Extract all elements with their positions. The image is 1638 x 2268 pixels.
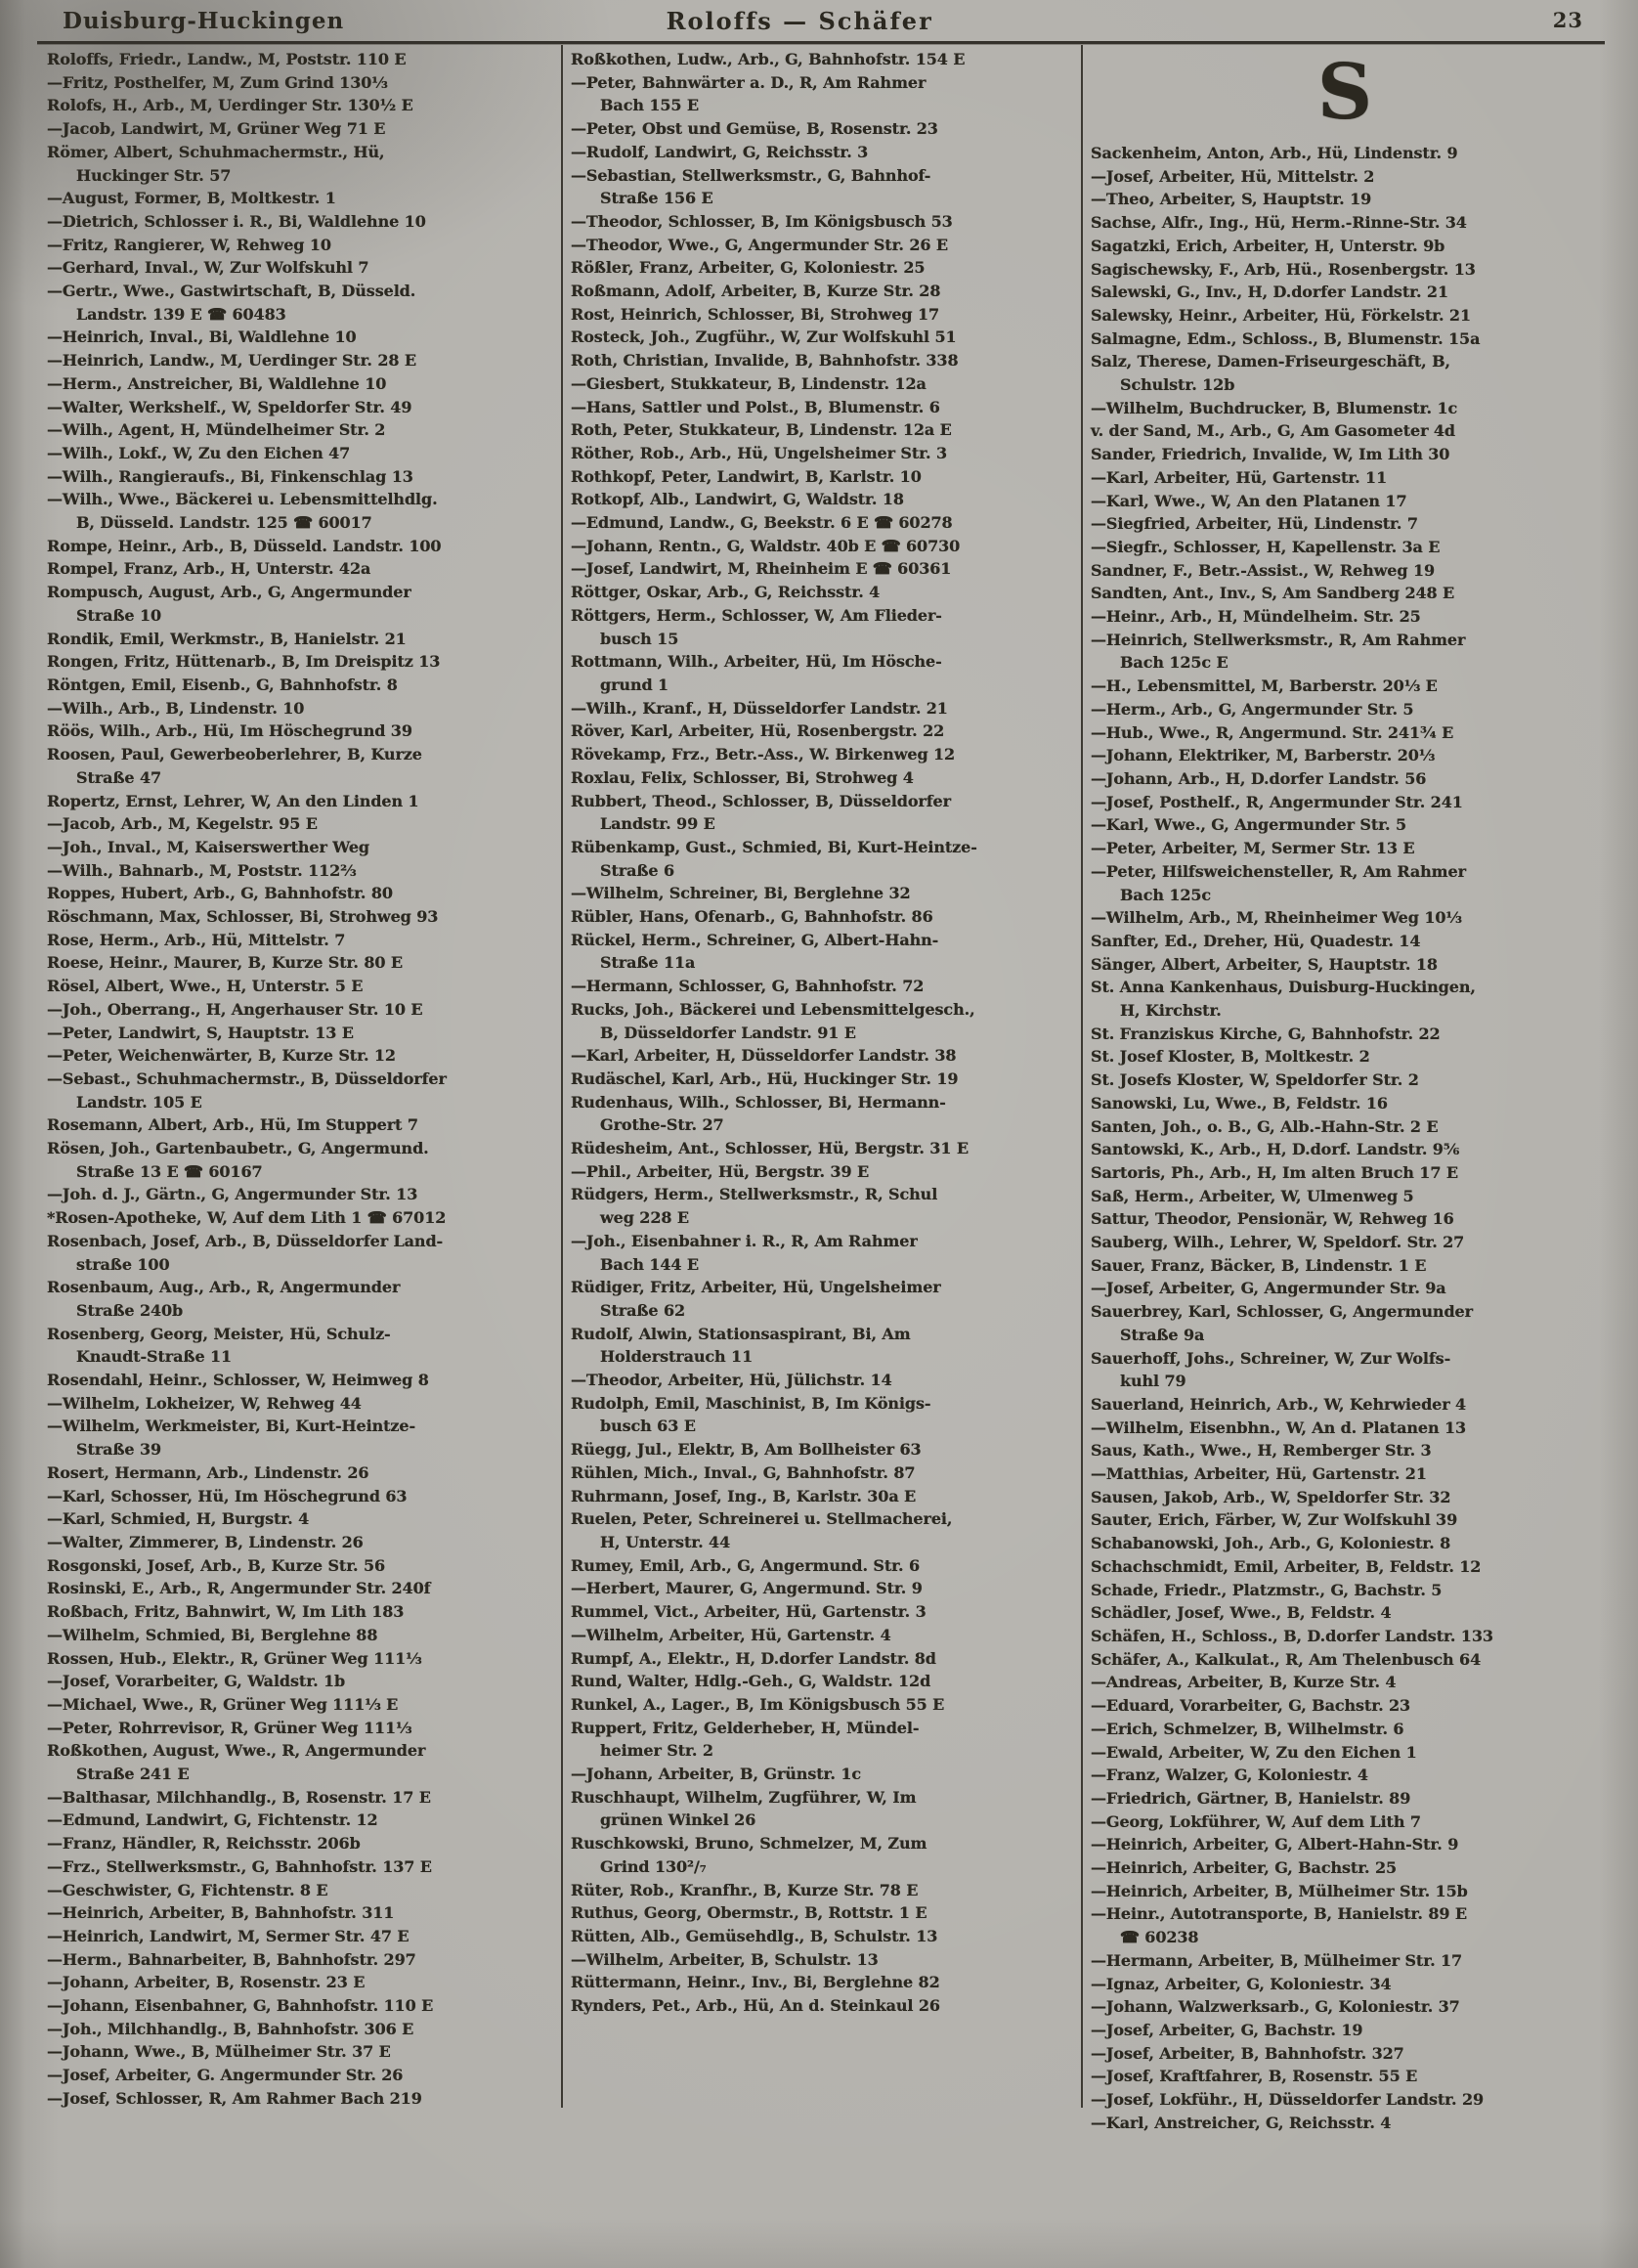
directory-line: —Theodor, Schlosser, B, Im Königsbusch 53 (571, 211, 953, 231)
directory-line: Straße 10 (76, 605, 162, 625)
directory-line: Sausen, Jakob, Arb., W, Speldorfer Str. 32 (1091, 1487, 1451, 1506)
directory-line: Sanfter, Ed., Dreher, Hü, Quadestr. 14 (1091, 931, 1421, 950)
directory-line: —Josef, Landwirt, M, Rheinheim E ☎ 60361 (571, 559, 952, 579)
directory-line: Sandten, Ant., Inv., S, Am Sandberg 248 E (1091, 584, 1455, 603)
directory-line: —Matthias, Arbeiter, Hü, Gartenstr. 21 (1091, 1464, 1427, 1484)
directory-line: —Eduard, Vorarbeiter, G, Bachstr. 23 (1091, 1696, 1411, 1716)
directory-line: Salz, Therese, Damen-Friseurgeschäft, B, (1091, 352, 1450, 371)
directory-line: Rudolf, Alwin, Stationsaspirant, Bi, Am (571, 1324, 911, 1343)
directory-line: —Wilhelm, Lokheizer, W, Rehweg 44 (47, 1393, 362, 1413)
directory-line: —Johann, Eisenbahner, G, Bahnhofstr. 110 E (47, 1996, 434, 2016)
directory-line: —Josef, Schlosser, R, Am Rahmer Bach 219 (47, 2088, 422, 2108)
directory-line: Rudenhaus, Wilh., Schlosser, Bi, Hermann- (571, 1092, 946, 1112)
directory-line: Rongen, Fritz, Hüttenarb., B, Im Dreispitz 13 (47, 652, 441, 672)
directory-line: —Peter, Weichenwärter, B, Kurze Str. 12 (47, 1046, 396, 1066)
directory-line: busch 15 (600, 629, 679, 648)
directory-line: Grind 130²/₇ (600, 1856, 707, 1876)
directory-line: Sachse, Alfr., Ing., Hü, Herm.-Rinne-Str. 34 (1091, 213, 1467, 233)
directory-line: —Fritz, Rangierer, W, Rehweg 10 (47, 235, 331, 254)
directory-line: —Jacob, Arb., M, Kegelstr. 95 E (47, 814, 318, 834)
directory-line: —Joh., Milchhandlg., B, Bahnhofstr. 306 E (47, 2019, 414, 2038)
directory-line: —Wilh., Agent, H, Mündelheimer Str. 2 (47, 420, 386, 440)
directory-line: —Josef, Lokführ., H, Düsseldorfer Landstr. 29 (1091, 2090, 1485, 2110)
directory-line: —Joh. d. J., Gärtn., G, Angermunder Str. 13 (47, 1185, 418, 1204)
directory-line: Bach 125c E (1120, 653, 1228, 673)
directory-line: St. Anna Kankenhaus, Duisburg-Huckingen, (1091, 978, 1476, 997)
directory-line: —Johann, Elektriker, M, Barberstr. 20⅓ (1091, 746, 1436, 765)
directory-line: Rosendahl, Heinr., Schlosser, W, Heimweg 8 (47, 1371, 429, 1390)
directory-line: —Theo, Arbeiter, S, Hauptstr. 19 (1091, 190, 1372, 209)
directory-line: Rothkopf, Peter, Landwirt, B, Karlstr. 10 (571, 466, 922, 486)
column-3-lines (1091, 142, 1599, 2134)
directory-line: Rosteck, Joh., Zugführ., W, Zur Wolfskuhl 51 (571, 327, 957, 347)
column-1 (39, 45, 561, 2111)
directory-line: Rüdgers, Herm., Stellwerksmstr., R, Schul (571, 1185, 938, 1204)
directory-line: Bach 155 E (600, 96, 700, 115)
directory-line: —Wilh., Kranf., H, Düsseldorfer Landstr. 21 (571, 698, 948, 718)
directory-line: —Franz, Walzer, G, Koloniestr. 4 (1091, 1766, 1368, 1785)
directory-line: —Heinrich, Arbeiter, G, Bachstr. 25 (1091, 1858, 1398, 1878)
directory-line: Landstr. 105 E (76, 1092, 202, 1112)
directory-line: Schabanowski, Joh., Arb., G, Koloniestr. 8 (1091, 1534, 1451, 1553)
directory-line: Ropertz, Ernst, Lehrer, W, An den Linden 1 (47, 791, 419, 810)
directory-line: —Fritz, Posthelfer, M, Zum Grind 130⅓ (47, 72, 388, 92)
directory-line: —Johann, Rentn., G, Waldstr. 40b E ☎ 60730 (571, 536, 961, 555)
directory-line: —Karl, Anstreicher, G, Reichsstr. 4 (1091, 2113, 1392, 2132)
directory-line: Grothe-Str. 27 (600, 1115, 724, 1135)
directory-line: Straße 47 (76, 767, 162, 787)
directory-line: Rüdiger, Fritz, Arbeiter, Hü, Ungelsheimer (571, 1278, 941, 1297)
directory-line: —Franz, Händler, R, Reichsstr. 206b (47, 1834, 361, 1854)
directory-line: Sauberg, Wilh., Lehrer, W, Speldorf. Str. 27 (1091, 1233, 1465, 1252)
directory-line: —Hermann, Arbeiter, B, Mülheimer Str. 17 (1091, 1950, 1463, 1970)
directory-line: —Edmund, Landw., G, Beekstr. 6 E ☎ 60278 (571, 513, 953, 533)
directory-line: Schäfer, A., Kalkulat., R, Am Thelenbusch 64 (1091, 1649, 1482, 1669)
directory-line: Ruhrmann, Josef, Ing., B, Karlstr. 30a E (571, 1486, 917, 1505)
directory-line: —Walter, Zimmerer, B, Lindenstr. 26 (47, 1533, 364, 1551)
directory-line: —Johann, Arbeiter, B, Grünstr. 1c (571, 1765, 862, 1784)
directory-line: Roßmann, Adolf, Arbeiter, B, Kurze Str. 28 (571, 282, 941, 301)
directory-line: Roxlau, Felix, Schlosser, Bi, Strohweg 4 (571, 767, 914, 787)
directory-line: Rösel, Albert, Wwe., H, Unterstr. 5 E (47, 977, 364, 996)
directory-line: Rosgonski, Josef, Arb., B, Kurze Str. 56 (47, 1555, 386, 1575)
directory-line: Rumpf, A., Elektr., H, D.dorfer Landstr. 8d (571, 1648, 936, 1668)
directory-line: Sauter, Erich, Färber, W, Zur Wolfskuhl 39 (1091, 1510, 1458, 1530)
directory-line: —Georg, Lokführer, W, Auf dem Lith 7 (1091, 1811, 1421, 1831)
directory-line: Salewski, G., Inv., H, D.dorfer Landstr. 21 (1091, 283, 1448, 302)
directory-line: —Rudolf, Landwirt, G, Reichsstr. 3 (571, 142, 869, 161)
page-number: 23 (1552, 8, 1583, 32)
directory-line: Straße 241 E (76, 1765, 190, 1784)
directory-line: —Balthasar, Milchhandlg., B, Rosenstr. 17 E (47, 1787, 431, 1807)
directory-line: Schade, Friedr., Platzmstr., G, Bachstr. 5 (1091, 1580, 1443, 1599)
directory-line: Röver, Karl, Arbeiter, Hü, Rosenbergstr. 22 (571, 721, 945, 741)
directory-line: Landstr. 99 E (600, 814, 715, 834)
directory-line: —Josef, Arbeiter, G. Angermunder Str. 26 (47, 2066, 404, 2085)
directory-line: B, Düsseldorfer Landstr. 91 E (600, 1023, 856, 1042)
directory-line: —Karl, Arbeiter, H, Düsseldorfer Landstr. 38 (571, 1046, 957, 1066)
directory-line: —Josef, Arbeiter, Hü, Mittelstr. 2 (1091, 166, 1375, 186)
directory-line: Sattur, Theodor, Pensionär, W, Rehweg 16 (1091, 1209, 1454, 1229)
directory-line: —Peter, Landwirt, S, Hauptstr. 13 E (47, 1023, 354, 1042)
directory-line: Sackenheim, Anton, Arb., Hü, Lindenstr. 9 (1091, 144, 1458, 162)
directory-line: —Sebast., Schuhmachermstr., B, Düsseldorfer (47, 1069, 447, 1088)
directory-line: —Johann, Arb., H, D.dorfer Landstr. 56 (1091, 768, 1427, 788)
directory-line: —Peter, Obst und Gemüse, B, Rosenstr. 23 (571, 119, 938, 139)
directory-line: —Karl, Arbeiter, Hü, Gartenstr. 11 (1091, 467, 1388, 487)
directory-line: —Peter, Hilfsweichensteller, R, Am Rahmer (1091, 861, 1466, 881)
directory-line: —Erich, Schmelzer, B, Wilhelmstr. 6 (1091, 1719, 1404, 1738)
directory-line: —Josef, Kraftfahrer, B, Rosenstr. 55 E (1091, 2067, 1418, 2086)
directory-line: Bach 144 E (600, 1254, 700, 1274)
directory-line: —Peter, Bahnwärter a. D., R, Am Rahmer (571, 72, 927, 92)
directory-line: —August, Former, B, Moltkestr. 1 (47, 189, 336, 208)
directory-line: Straße 39 (76, 1440, 162, 1460)
directory-line: —Dietrich, Schlosser i. R., Bi, Waldlehne 10 (47, 211, 426, 231)
directory-line: Rost, Heinrich, Schlosser, Bi, Strohweg 17 (571, 304, 940, 324)
directory-line: Holderstrauch 11 (600, 1347, 754, 1367)
directory-line: Straße 11a (600, 953, 696, 973)
page-header (39, 6, 1603, 39)
directory-line: Rütten, Alb., Gemüsehdlg., B, Schulstr. 13 (571, 1926, 938, 1945)
directory-line: —Wilhelm, Schreiner, Bi, Berglehne 32 (571, 884, 911, 903)
directory-line: Landstr. 139 E ☎ 60483 (76, 304, 286, 324)
directory-line: Rynders, Pet., Arb., Hü, An d. Steinkaul 26 (571, 1996, 940, 2016)
directory-line: Runkel, A., Lager., B, Im Königsbusch 55 E (571, 1694, 945, 1714)
directory-line: grund 1 (600, 675, 669, 694)
directory-line: Santen, Joh., o. B., G, Alb.-Hahn-Str. 2 E (1091, 1116, 1439, 1136)
directory-line: Sagatzki, Erich, Arbeiter, H, Unterstr. 9b (1091, 236, 1445, 255)
directory-line: —Edmund, Landwirt, G, Fichtenstr. 12 (47, 1810, 378, 1830)
directory-line: Rühlen, Mich., Inval., G, Bahnhofstr. 87 (571, 1462, 916, 1482)
directory-line: Rossen, Hub., Elektr., R, Grüner Weg 111⅓ (47, 1648, 422, 1668)
directory-line: —Hermann, Schlosser, G, Bahnhofstr. 72 (571, 977, 925, 996)
directory-line: —Walter, Werkshelf., W, Speldorfer Str. 49 (47, 397, 412, 416)
directory-line: —Frz., Stellwerksmstr., G, Bahnhofstr. 137 E (47, 1856, 432, 1876)
directory-line: Rompe, Heinr., Arb., B, Düsseld. Landstr. 100 (47, 536, 442, 555)
directory-line: —Karl, Schmied, H, Burgstr. 4 (47, 1509, 310, 1529)
directory-line: —Wilh., Arb., B, Lindenstr. 10 (47, 698, 305, 718)
directory-line: —Theodor, Wwe., G, Angermunder Str. 26 E (571, 235, 949, 254)
directory-line: —Herbert, Maurer, G, Angermund. Str. 9 (571, 1579, 923, 1598)
directory-line: Rübler, Hans, Ofenarb., G, Bahnhofstr. 86 (571, 907, 933, 927)
directory-line: —Johann, Walzwerksarb., G, Koloniestr. 37 (1091, 1997, 1460, 2017)
directory-line: Straße 6 (600, 860, 674, 880)
directory-line: Rückel, Herm., Schreiner, G, Albert-Hahn- (571, 930, 939, 949)
directory-line: Rüter, Rob., Kranfhr., B, Kurze Str. 78 E (571, 1880, 919, 1899)
directory-line: Roth, Christian, Invalide, B, Bahnhofstr. 338 (571, 351, 959, 371)
directory-line: —Wilh., Bahnarb., M, Poststr. 112⅔ (47, 860, 357, 880)
directory-line: —Wilhelm, Schmied, Bi, Berglehne 88 (47, 1625, 378, 1644)
directory-line: Rübenkamp, Gust., Schmied, Bi, Kurt-Heintze- (571, 837, 977, 856)
directory-line: Knaudt-Straße 11 (76, 1347, 233, 1367)
directory-line: Roth, Peter, Stukkateur, B, Lindenstr. 12a E (571, 420, 952, 440)
directory-line: —Siegfr., Schlosser, H, Kapellenstr. 3a E (1091, 537, 1441, 556)
directory-line: weg 228 E (600, 1208, 689, 1228)
directory-line: —Josef, Arbeiter, B, Bahnhofstr. 327 (1091, 2043, 1404, 2063)
directory-line: Rompel, Franz, Arb., H, Unterstr. 42a (47, 559, 371, 579)
directory-line: —Jacob, Landwirt, M, Grüner Weg 71 E (47, 119, 386, 139)
directory-line: Salewsky, Heinr., Arbeiter, Hü, Förkelstr. 21 (1091, 305, 1471, 325)
directory-line: Rosemann, Albert, Arb., Hü, Im Stuppert 7 (47, 1115, 418, 1135)
directory-line: H, Unterstr. 44 (600, 1533, 731, 1551)
column-3 (1083, 45, 1605, 2137)
directory-line: Rüdesheim, Ant., Schlosser, Hü, Bergstr. 31 E (571, 1139, 969, 1158)
directory-line: —Heinrich, Landwirt, M, Sermer Str. 47 E (47, 1926, 410, 1945)
directory-line: Röntgen, Emil, Eisenb., G, Bahnhofstr. 8 (47, 675, 398, 694)
directory-line: —Herm., Bahnarbeiter, B, Bahnhofstr. 297 (47, 1949, 416, 1969)
directory-line: H, Kirchstr. (1120, 1001, 1222, 1021)
directory-line: Rosenbach, Josef, Arb., B, Düsseldorfer Land- (47, 1231, 444, 1250)
directory-line: Sauer, Franz, Bäcker, B, Lindenstr. 1 E (1091, 1255, 1427, 1275)
directory-line: —Karl, Wwe., W, An den Platanen 17 (1091, 491, 1407, 510)
directory-line: —Joh., Eisenbahner i. R., R, Am Rahmer (571, 1231, 918, 1250)
directory-line: Ruschhaupt, Wilhelm, Zugführer, W, Im (571, 1787, 917, 1807)
directory-line: Rubbert, Theod., Schlosser, B, Düsseldorfer (571, 791, 951, 810)
directory-line: —Ignaz, Arbeiter, G, Koloniestr. 34 (1091, 1974, 1392, 1993)
columns-container (39, 45, 1605, 2268)
directory-line: Sänger, Albert, Arbeiter, S, Hauptstr. 18 (1091, 954, 1438, 974)
directory-line: Rosinski, E., Arb., R, Angermunder Str. 240f (47, 1579, 431, 1598)
directory-line: —Heinrich, Arbeiter, B, Mülheimer Str. 15b (1091, 1881, 1468, 1900)
directory-line: Rompusch, August, Arb., G, Angermunder (47, 583, 411, 602)
directory-line: Röttger, Oskar, Arb., G, Reichsstr. 4 (571, 583, 881, 602)
directory-line: Sagischewsky, F., Arb, Hü., Rosenbergstr. 13 (1091, 259, 1476, 279)
directory-line: —Karl, Schosser, Hü, Im Höschegrund 63 (47, 1486, 408, 1505)
directory-line: —Sebastian, Stellwerksmstr., G, Bahnhof- (571, 165, 931, 185)
directory-line: —Giesbert, Stukkateur, B, Lindenstr. 12a (571, 373, 927, 393)
directory-line: —Wilh., Wwe., Bäckerei u. Lebensmittelhdlg. (47, 490, 438, 509)
directory-line: —Wilhelm, Buchdrucker, B, Blumenstr. 1c (1091, 398, 1458, 417)
directory-line: Roßkothen, Ludw., Arb., G, Bahnhofstr. 154 E (571, 50, 966, 68)
directory-line: Rosert, Hermann, Arb., Lindenstr. 26 (47, 1462, 369, 1482)
header-rule (37, 41, 1605, 44)
directory-line: Roßbach, Fritz, Bahnwirt, W, Im Lith 183 (47, 1602, 405, 1622)
directory-line: Römer, Albert, Schuhmachermstr., Hü, (47, 142, 385, 161)
directory-line: —Josef, Arbeiter, G, Bachstr. 19 (1091, 2020, 1363, 2039)
directory-line: Straße 62 (600, 1300, 686, 1320)
directory-line: —Wilhelm, Eisenbhn., W, An d. Platanen 13 (1091, 1418, 1467, 1437)
header-district-title: Duisburg-Huckingen (63, 8, 345, 34)
directory-line: B, Düsseld. Landstr. 125 ☎ 60017 (76, 513, 372, 533)
directory-line: Bach 125c (1120, 885, 1212, 904)
directory-line: Straße 156 E (600, 189, 713, 208)
directory-line: —Gerhard, Inval., W, Zur Wolfskuhl 7 (47, 258, 369, 278)
directory-line: Schäfen, H., Schloss., B, D.dorfer Landstr. 133 (1091, 1627, 1493, 1645)
directory-line: —Heinrich, Arbeiter, G, Albert-Hahn-Str. 9 (1091, 1835, 1459, 1854)
column-2 (561, 45, 1083, 2108)
directory-line: —Josef, Vorarbeiter, G, Waldstr. 1b (47, 1672, 346, 1691)
directory-line: Roßkothen, August, Wwe., R, Angermunder (47, 1741, 426, 1761)
directory-line: kuhl 79 (1120, 1372, 1186, 1391)
directory-line: —Gertr., Wwe., Gastwirtschaft, B, Düsseld. (47, 282, 416, 301)
directory-line: —Herm., Anstreicher, Bi, Waldlehne 10 (47, 373, 387, 393)
directory-line: Rottmann, Wilh., Arbeiter, Hü, Im Hösche- (571, 652, 942, 672)
directory-line: ☎ 60238 (1120, 1928, 1199, 1947)
directory-line: Straße 9a (1120, 1325, 1205, 1344)
directory-line: Ruelen, Peter, Schreinerei u. Stellmacherei, (571, 1509, 953, 1529)
directory-line: Röttgers, Herm., Schlosser, W, Am Flieder- (571, 605, 942, 625)
directory-line: Schädler, Josef, Wwe., B, Feldstr. 4 (1091, 1603, 1392, 1623)
directory-line: Ruschkowski, Bruno, Schmelzer, M, Zum (571, 1834, 927, 1854)
directory-line: Röschmann, Max, Schlosser, Bi, Strohweg 93 (47, 907, 439, 927)
directory-line: Rüegg, Jul., Elektr, B, Am Bollheister 63 (571, 1440, 922, 1460)
directory-line: —Heinr., Autotransporte, B, Hanielstr. 89 E (1091, 1904, 1467, 1924)
directory-line: —Josef, Arbeiter, G, Angermunder Str. 9a (1091, 1279, 1446, 1298)
directory-line: Salmagne, Edm., Schloss., B, Blumenstr. 15a (1091, 328, 1481, 348)
directory-line: —Heinrich, Landw., M, Uerdinger Str. 28 E (47, 351, 417, 371)
directory-line: Rund, Walter, Hdlg.-Geh., G, Waldstr. 12d (571, 1672, 931, 1691)
directory-line: Huckinger Str. 57 (76, 165, 232, 185)
section-initial-letter: S (1316, 48, 1373, 137)
directory-line: —Herm., Arb., G, Angermunder Str. 5 (1091, 699, 1414, 719)
directory-line: Rüttermann, Heinr., Inv., Bi, Berglehne 82 (571, 1973, 940, 1992)
directory-line: —Johann, Arbeiter, B, Rosenstr. 23 E (47, 1973, 366, 1992)
directory-line: Saß, Herm., Arbeiter, W, Ulmenweg 5 (1091, 1186, 1414, 1205)
directory-line: —Wilhelm, Arbeiter, B, Schulstr. 13 (571, 1949, 879, 1969)
directory-line: —Heinr., Arb., H, Mündelheim. Str. 25 (1091, 607, 1421, 627)
directory-line: Rövekamp, Frz., Betr.-Ass., W. Birkenweg 12 (571, 745, 956, 764)
directory-line: —Friedrich, Gärtner, B, Hanielstr. 89 (1091, 1788, 1411, 1808)
directory-line: Schachschmidt, Emil, Arbeiter, B, Feldstr. 12 (1091, 1556, 1482, 1576)
directory-line: Sartoris, Ph., Arb., H, Im alten Bruch 17 E (1091, 1162, 1458, 1182)
directory-line: Straße 13 E ☎ 60167 (76, 1161, 263, 1181)
directory-line: —Karl, Wwe., G, Angermunder Str. 5 (1091, 815, 1406, 835)
directory-line: —Peter, Rohrrevisor, R, Grüner Weg 111⅓ (47, 1718, 412, 1737)
directory-line: —Wilhelm, Arbeiter, Hü, Gartenstr. 4 (571, 1625, 891, 1644)
directory-line: heimer Str. 2 (600, 1741, 713, 1761)
directory-line: St. Franziskus Kirche, G, Bahnhofstr. 22 (1091, 1024, 1441, 1043)
directory-line: St. Josef Kloster, B, Moltkestr. 2 (1091, 1047, 1370, 1067)
directory-line: —Wilhelm, Arb., M, Rheinheimer Weg 10⅓ (1091, 908, 1462, 928)
header-name-range: Roloffs — Schäfer (666, 7, 933, 35)
directory-line: Sanowski, Lu, Wwe., B, Feldstr. 16 (1091, 1093, 1388, 1112)
directory-line: Rummel, Vict., Arbeiter, Hü, Gartenstr. 3 (571, 1602, 927, 1622)
directory-line: *Rosen-Apotheke, W, Auf dem Lith 1 ☎ 67012 (47, 1208, 447, 1228)
directory-line: Sauerland, Heinrich, Arb., W, Kehrwieder 4 (1091, 1394, 1467, 1414)
directory-line: —Theodor, Arbeiter, Hü, Jülichstr. 14 (571, 1371, 892, 1390)
directory-line: St. Josefs Kloster, W, Speldorfer Str. 2 (1091, 1070, 1419, 1090)
directory-line: Ruthus, Georg, Obermstr., B, Rottstr. 1 E (571, 1903, 927, 1923)
directory-line: v. der Sand, M., Arb., G, Am Gasometer 4d (1091, 421, 1456, 441)
directory-line: —Hans, Sattler und Polst., B, Blumenstr. 6 (571, 397, 940, 416)
directory-line: —Joh., Oberrang., H, Angerhauser Str. 10 E (47, 999, 423, 1019)
directory-line: Rucks, Joh., Bäckerei und Lebensmittelgesch., (571, 999, 975, 1019)
directory-line: —Heinrich, Inval., Bi, Waldlehne 10 (47, 327, 357, 347)
directory-line: Rotkopf, Alb., Landwirt, G, Waldstr. 18 (571, 490, 904, 509)
directory-line: Röther, Rob., Arb., Hü, Ungelsheimer Str. 3 (571, 443, 947, 462)
directory-line: —Joh., Inval., M, Kaiserswerther Weg (47, 837, 370, 856)
directory-line: Roloffs, Friedr., Landw., M, Poststr. 110 E (47, 50, 407, 68)
directory-line: Sauerhoff, Johs., Schreiner, W, Zur Wolfs- (1091, 1348, 1451, 1368)
directory-line: —Wilh., Rangieraufs., Bi, Finkenschlag 13 (47, 466, 413, 486)
directory-line: —Geschwister, G, Fichtenstr. 8 E (47, 1880, 328, 1899)
directory-line: —Johann, Wwe., B, Mülheimer Str. 37 E (47, 2042, 391, 2062)
directory-line: Sandner, F., Betr.-Assist., W, Rehweg 19 (1091, 560, 1436, 580)
directory-line: grünen Winkel 26 (600, 1810, 756, 1830)
directory-line: Schulstr. 12b (1120, 375, 1235, 395)
directory-line: Sauerbrey, Karl, Schlosser, G, Angermunder (1091, 1302, 1473, 1322)
directory-line: —Andreas, Arbeiter, B, Kurze Str. 4 (1091, 1673, 1397, 1692)
directory-line: straße 100 (76, 1254, 170, 1274)
directory-line: Santowski, K., Arb., H, D.dorf. Landstr. 9⅚ (1091, 1140, 1460, 1159)
directory-line: Rose, Herm., Arb., Hü, Mittelstr. 7 (47, 930, 346, 949)
directory-line: Rudäschel, Karl, Arb., Hü, Huckinger Str. 19 (571, 1069, 959, 1088)
directory-line: busch 63 E (600, 1417, 696, 1436)
directory-line: Saus, Kath., Wwe., H, Remberger Str. 3 (1091, 1441, 1432, 1461)
directory-line: —Josef, Posthelf., R, Angermunder Str. 241 (1091, 792, 1463, 811)
directory-line: Straße 240b (76, 1300, 184, 1320)
directory-line: —Wilhelm, Werkmeister, Bi, Kurt-Heintze- (47, 1417, 416, 1436)
directory-line: Roosen, Paul, Gewerbeoberlehrer, B, Kurze (47, 745, 422, 764)
directory-line: Rosenbaum, Aug., Arb., R, Angermunder (47, 1278, 401, 1297)
directory-line: —Peter, Arbeiter, M, Sermer Str. 13 E (1091, 839, 1415, 858)
directory-line: —Hub., Wwe., R, Angermund. Str. 241¾ E (1091, 722, 1454, 742)
directory-line: Rolofs, H., Arb., M, Uerdinger Str. 130½ E (47, 96, 413, 115)
directory-line: —Heinrich, Stellwerksmstr., R, Am Rahmer (1091, 630, 1466, 649)
directory-line: Roese, Heinr., Maurer, B, Kurze Str. 80 E (47, 953, 403, 973)
directory-line: Rosenberg, Georg, Meister, Hü, Schulz- (47, 1324, 391, 1343)
directory-line: —Wilh., Lokf., W, Zu den Eichen 47 (47, 443, 351, 462)
directory-line: Roppes, Hubert, Arb., G, Bahnhofstr. 80 (47, 884, 393, 903)
directory-line: —Ewald, Arbeiter, W, Zu den Eichen 1 (1091, 1742, 1417, 1762)
directory-line: Rumey, Emil, Arb., G, Angermund. Str. 6 (571, 1555, 920, 1575)
directory-line: Sander, Friedrich, Invalide, W, Im Lith 30 (1091, 445, 1450, 464)
directory-line: —Phil., Arbeiter, Hü, Bergstr. 39 E (571, 1161, 870, 1181)
directory-line: —Heinrich, Arbeiter, B, Bahnhofstr. 311 (47, 1903, 395, 1923)
directory-line: —Siegfried, Arbeiter, Hü, Lindenstr. 7 (1091, 514, 1418, 534)
directory-line: Rudolph, Emil, Maschinist, B, Im Königs- (571, 1393, 931, 1413)
directory-line: Ruppert, Fritz, Gelderheber, H, Mündel- (571, 1718, 920, 1737)
directory-line: Rößler, Franz, Arbeiter, G, Koloniestr. 25 (571, 258, 926, 278)
directory-line: Rondik, Emil, Werkmstr., B, Hanielstr. 21 (47, 629, 407, 648)
directory-line: Röös, Wilh., Arb., Hü, Im Höschegrund 39 (47, 721, 412, 741)
directory-line: —Michael, Wwe., R, Grüner Weg 111⅓ E (47, 1694, 399, 1714)
directory-line: Rösen, Joh., Gartenbaubetr., G, Angermund. (47, 1139, 429, 1158)
directory-line: —H., Lebensmittel, M, Barberstr. 20⅓ E (1091, 676, 1438, 696)
